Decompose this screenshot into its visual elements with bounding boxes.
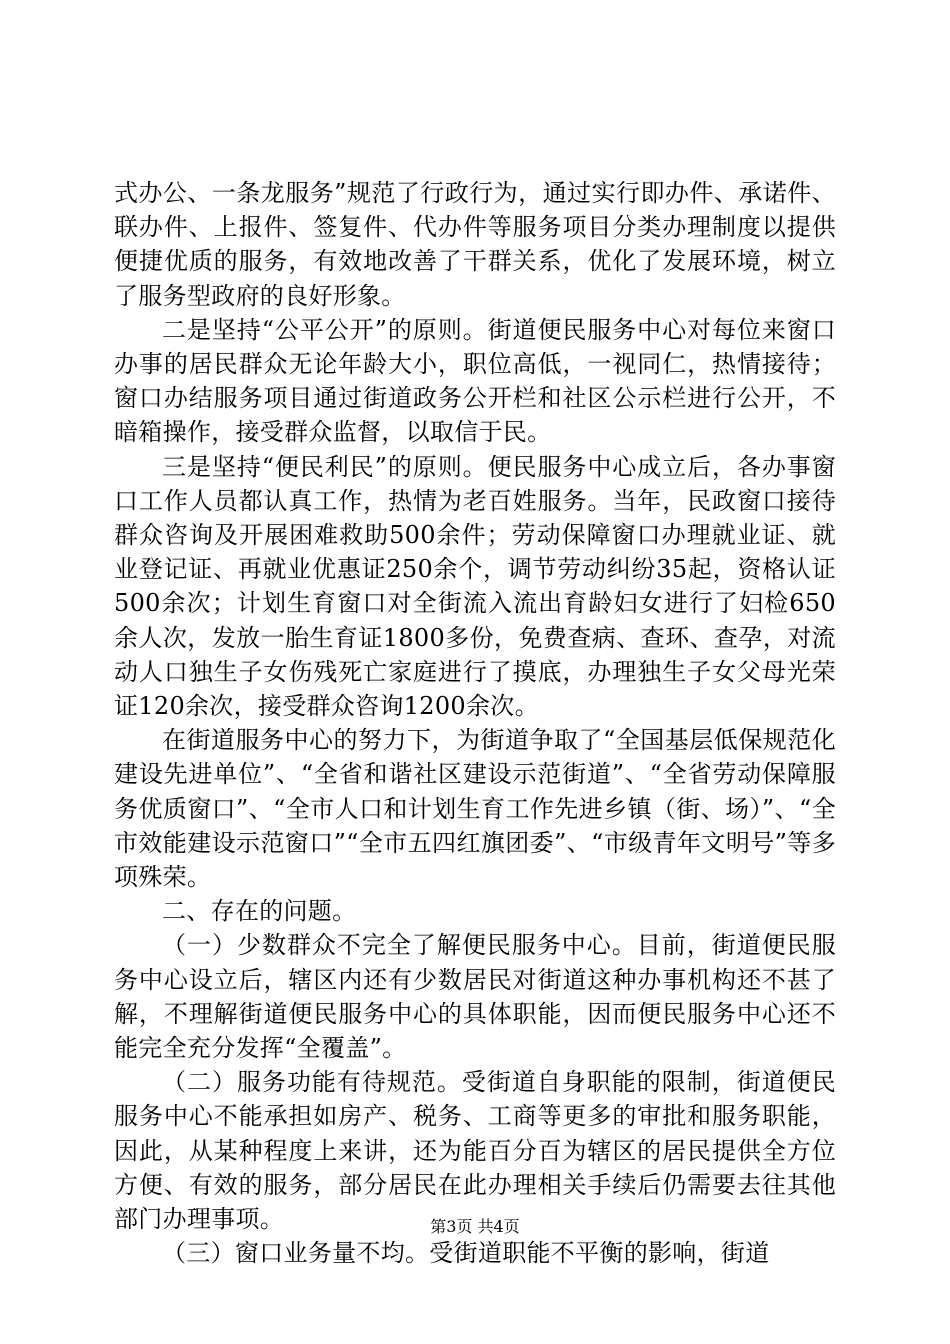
page-footer: [0, 1217, 950, 1237]
paragraph-problem-2: （二）服务功能有待规范。受街道自身职能的限制，街道便民服务中心不能承担如房产、税务、工商等更多的审批和服务职能，因此，从某种程度上来讲，还为能百分百为辖区的居民提供全方位方便、有效的服务，部分居民在此办理相关手续后仍需要去往其他部门办理事项。: [114, 1068, 836, 1234]
paragraph-principle-fairness: 二是坚持“公平公开”的原则。街道便民服务中心对每位来窗口办事的居民群众无论年龄大小，职位高低，一视同仁，热情接待；窗口办结服务项目通过街道政务公开栏和社区公示栏进行公开，不暗箱操作，接受群众监督，以取信于民。: [114, 315, 836, 447]
section-heading-problems: 二、存在的问题。: [162, 897, 357, 926]
paragraph-problem-3: （三）窗口业务量不均。受街道职能不平衡的影响，街道: [162, 1239, 770, 1268]
document-body: [114, 176, 836, 1271]
page-number-label: 第3页 共4页: [430, 1217, 520, 1236]
paragraph-continuation: 式办公、一条龙服务”规范了行政行为，通过实行即办件、承诺件、联办件、上报件、签复件、代办件等服务项目分类办理制度以提供便捷优质的服务，有效地改善了干群关系，优化了发展环境，树立了服务型政府的良好形象。: [114, 179, 836, 310]
paragraph-problem-1: （一）少数群众不完全了解便民服务中心。目前，街道便民服务中心设立后，辖区内还有少数居民对街道这种办事机构还不甚了解，不理解街道便民服务中心的具体职能，因而便民服务中心还不能完全充分发挥“全覆盖”。: [114, 931, 836, 1063]
paragraph-honors: 在街道服务中心的努力下，为街道争取了“全国基层低保规范化建设先进单位”、“全省和谐社区建设示范街道”、“全省劳动保障服务优质窗口”、“全市人口和计划生育工作先进乡镇（街、场）”、“全市效能建设示范窗口”“全市五四红旗团委”、“市级青年文明号”等多项殊荣。: [114, 726, 836, 892]
paragraph-principle-convenience: 三是坚持“便民利民”的原则。便民服务中心成立后，各办事窗口工作人员都认真工作，热情为老百姓服务。当年，民政窗口接待群众咨询及开展困难救助500余件；劳动保障窗口办理就业证、就业登记证、再就业优惠证250余个，调节劳动纠纷35起，资格认证500余次；计划生育窗口对全街流入流出育龄妇女进行了妇检650余人次，发放一胎生育证1800多份，免费查病、查环、查孕，对流动人口独生子女伤残死亡家庭进行了摸底，办理独生子女父母光荣证120余次，接受群众咨询1200余次。: [114, 452, 836, 721]
